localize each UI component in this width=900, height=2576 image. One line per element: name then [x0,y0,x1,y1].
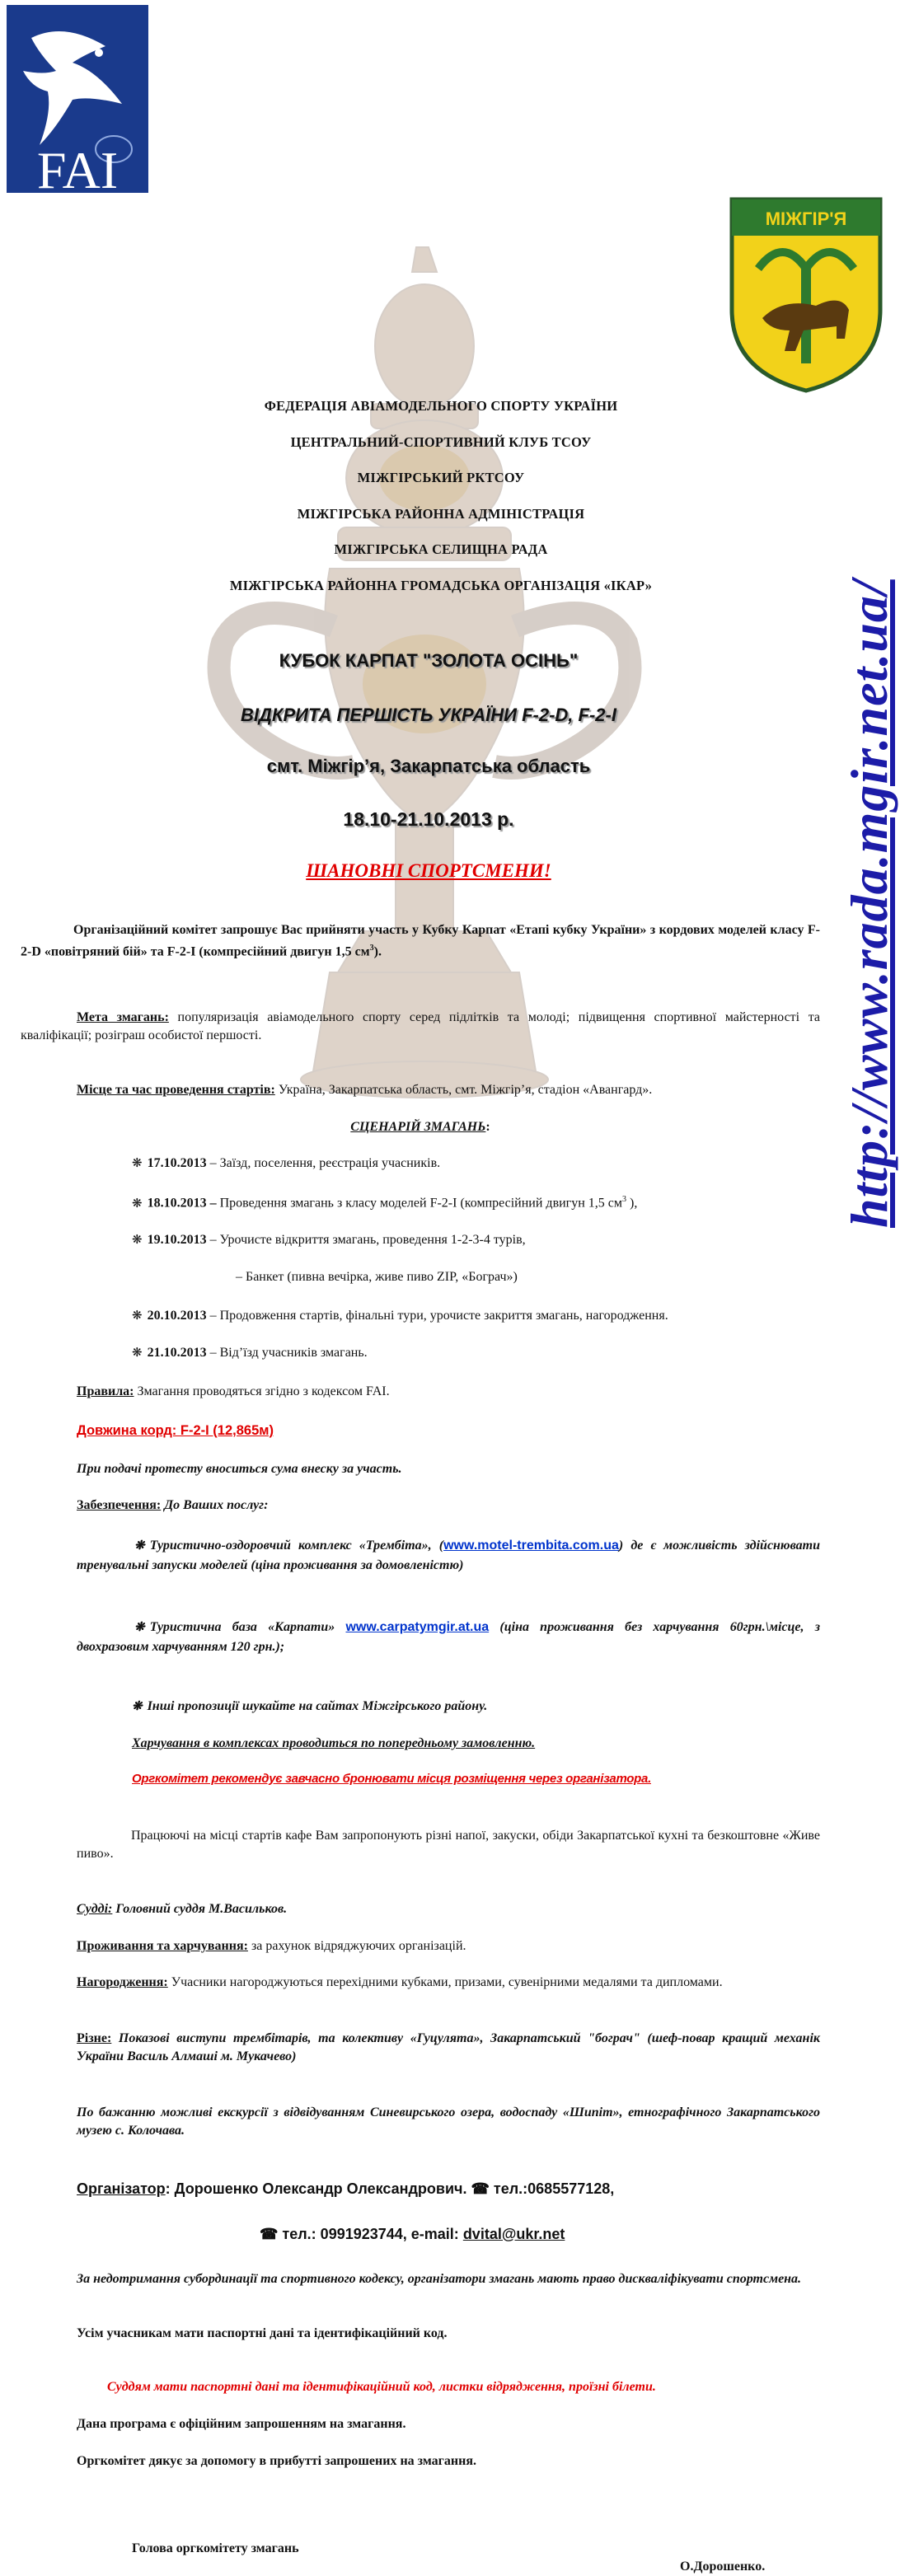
goal-paragraph: Мета змагань: популяризація авіамодельного спорту серед підлітків та молоді; підвищення спортивної майстерності та кваліфікації; розіграш особистої першості. [21,1010,821,1043]
place-label: Місце та час проведення стартів: [77,1083,275,1098]
scenario-item: – Банкет (пивна вечірка, живе пиво ZIP, «Бограч») [236,1269,518,1284]
intro-paragraph: Організаційний комітет запрошує Вас прийняти участь у Кубку Карпат «Етапі кубку України» з кордових моделей класу F-2-D «повітряний бій» та F-2-I (компресійний двигун 1,5 $см^3$). [21,923,820,959]
place-paragraph: Місце та час проведення стартів: Україна, Закарпатська область, смт. Міжгір’я, стадіон «Авангард». [77,1083,653,1098]
scenario-item: ❋ 21.10.2013 – Від’їзд учасників змагань. [132,1345,368,1360]
passport-note: Усім учасникам мати паспортні дані та ідентифікаційний код. [77,2325,448,2340]
awards-paragraph: Нагородження: Учасники нагороджуються перехідними кубками, призами, сувенірними медалями та дипломами. [77,1974,723,1989]
cafe-paragraph: Працюючі на місці стартів кафе Вам запропонують різні напої, закуски, обіди Закарпатської кухні та безкоштовне «Живе пиво». [77,1828,820,1861]
goal-label: Мета змагань: [77,1010,169,1025]
protest-note: При подачі протесту вноситься сума внеску за участь. [77,1461,402,1476]
official-invitation-note: Дана програма є офіційним запрошенням на змагання. [77,2416,406,2431]
header-line-2: ЦЕНТРАЛЬНИЙ-СПОРТИВНИЙ КЛУБ ТСОУ [290,433,592,450]
cord-length: Довжина корд: F-2-I (12,865м) [77,1422,274,1438]
header-line-5: МІЖГІРСЬКА СЕЛИЩНА РАДА [334,541,548,557]
title-location: смт. Міжгір’я, Закарпатська область [266,756,591,776]
accommodation-karpaty: ❋ Туристична база «Карпати» www.carpatymgir.at.ua (ціна проживання без харчування 60грн.\місце, з двохразовим харчуванням 120 грн.); [77,1619,820,1654]
thanks-note: Оргкомітет дякує за допомогу в прибутті запрошених на змагання. [77,2453,477,2468]
other-offers: ❋ Інші пропозиції шукайте на сайтах Міжгірського району. [132,1698,488,1713]
meals-note: Харчування в комплексах проводиться по попередньому замовленню. [132,1735,536,1750]
organizer-contacts: ☎ тел.: 0991923744, e-mail: dvital@ukr.net [260,2225,565,2242]
fai-logo [7,5,148,199]
recommendation-note: Оргкомітет рекомендує завчасно бронювати місця розміщення через організатора. [132,1771,651,1786]
header-line-4: МІЖГІРСЬКА РАЙОННА АДМІНІСТРАЦІЯ [297,505,585,522]
header-line-6: МІЖГІРСЬКА РАЙОННА ГРОМАДСЬКА ОРГАНІЗАЦІЯ «ІКАР» [229,577,653,593]
karpaty-link[interactable]: www.carpatymgir.at.ua [345,1619,490,1634]
signature-name: О.Дорошенко. [680,2559,766,2574]
asterisk-icon: ❋ [132,1699,143,1713]
scenario-item: ❋ 18.10.2013 – Проведення змагань з класу моделей F-2-I (компресійний двигун 1,5 $см^3$ ), [132,1195,638,1211]
asterisk-icon: ❋ [132,1346,143,1360]
rules-paragraph: Правила: Змагання проводяться згідно з кодексом FAI. [77,1384,390,1398]
provision-paragraph: Забезпечення: До Ваших послуг: [77,1497,269,1512]
discipline-paragraph: За недотримання субординації та спортивного кодексу, організатори змагань мають право дискваліфікувати спортсмена. [77,2271,802,2286]
asterisk-icon: ❋ [132,1157,143,1171]
header-line-3: МІЖГІРСЬКИЙ РКТСОУ [357,470,525,485]
scenario-item: ❋ 17.10.2013 – Заїзд, поселення, реєстрація учасників. [132,1156,441,1171]
side-website-url[interactable]: http://www.rada.mgir.net.ua/ [840,579,898,1228]
fai-logo-text: FAI [36,141,119,199]
title-dates: 18.10-21.10.2013 р. [343,808,514,830]
asterisk-icon: ❋ [132,1309,143,1323]
judges-documents-note: Суддям мати паспортні дані та ідентифікаційний код, листки відрядження, проїзні білети. [107,2379,656,2394]
email-link[interactable]: dvital@ukr.net [462,2225,565,2242]
judges-paragraph: Судді: Головний суддя М.Васильков. [77,1901,288,1916]
scenario-heading: СЦЕНАРІЙ ЗМАГАНЬ: [350,1120,490,1135]
signature-role: Голова оргкомітету змагань [132,2541,299,2555]
excursions-paragraph: По бажанню можливі екскурсії з відвідуванням Синевирського озера, водоспаду «Шипіт», етнографічного Закарпатського музею с. Колочава. [77,2105,820,2138]
greeting: ШАНОВНІ СПОРТСМЕНИ! [306,860,551,881]
title-cup: КУБОК КАРПАТ "ЗОЛОТА ОСІНЬ" [279,650,579,671]
asterisk-icon: ❋ [132,1233,143,1247]
scenario-item: ❋ 20.10.2013 – Продовження стартів, фінальні тури, урочисте закриття змагань, нагородження. [132,1308,668,1323]
trembita-link[interactable]: www.motel-trembita.com.ua [443,1538,619,1553]
emblem-text: МІЖГІР'Я [765,208,847,229]
title-championship: ВІДКРИТА ПЕРШІСТЬ УКРАЇНИ F-2-D, F-2-I [241,705,616,725]
misc-paragraph: Різне: Показові виступи трембітарів, та колективу «Гуцулята», Закарпатський "бограч" (шеф-повар кращий механік України Василь Алмаші м. Мукачево) [77,2030,820,2063]
accommodation-trembita: ❋ Туристично-оздоровчий комплекс «Трембіта», (www.motel-trembita.com.ua) де є можливість здійснювати тренувальні запуски моделей (ціна проживання за домовленістю) [77,1538,820,1572]
scenario-item: ❋ 19.10.2013 – Урочисте відкриття змагань, проведення 1-2-3-4 турів, [132,1232,526,1247]
header-line-1: ФЕДЕРАЦІЯ АВІАМОДЕЛЬНОГО СПОРТУ УКРАЇНИ [264,398,618,414]
asterisk-icon: ❋ [134,1620,145,1634]
lodging-paragraph: Проживання та харчування: за рахунок відряджуючих організацій. [77,1938,466,1953]
asterisk-icon: ❋ [134,1539,145,1553]
organizer-line: Організатор: Дорошенко Олександр Олександрович. ☎ тел.:0685577128, [77,2180,615,2197]
asterisk-icon: ❋ [132,1197,143,1211]
